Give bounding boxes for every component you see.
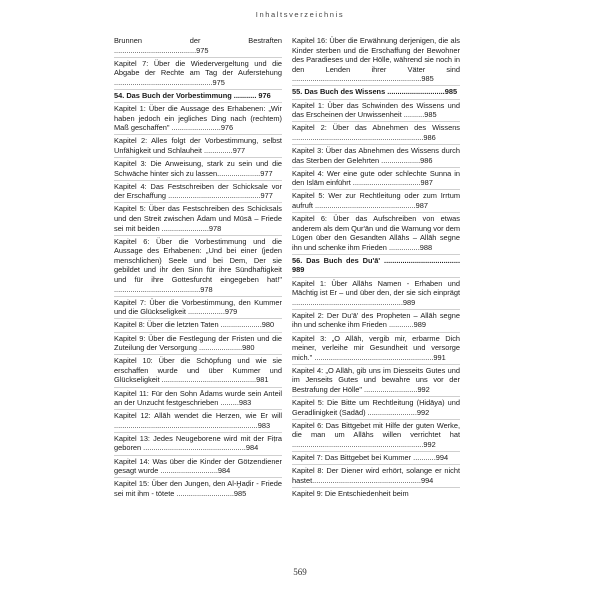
toc-entry: Kapitel 4: „O Allāh, gib uns im Diesseits Gutes und im Jenseits Gutes und bewahre uns vor der Bestrafung der Hölle" ..........................992 bbox=[292, 365, 460, 397]
toc-entry: Kapitel 14: Was über die Kinder der Götzendiener gesagt wurde ............................984 bbox=[114, 456, 282, 479]
toc-entry: Kapitel 6: Über das Aufschreiben von etwas anderem als dem Qur'ān und die Warnung vor dem Lügen über den Gesandten Allāhs – Allāh segne ihn und schenke ihm Frieden ...............988 bbox=[292, 213, 460, 255]
toc-entry: Kapitel 4: Das Festschreiben der Schicksale vor der Erschaffung .............................................977 bbox=[114, 181, 282, 204]
toc-entry: Kapitel 15: Über den Jungen, den Al-Ḫaḍir - Friede sei mit ihm - tötete ............................985 bbox=[114, 479, 282, 498]
toc-entry: Kapitel 9: Über die Festlegung der Fristen und die Zuteilung der Versorgung .....................980 bbox=[114, 333, 282, 356]
toc-entry: Kapitel 6: Das Bittgebet mit Hilfe der guten Werke, die man um Allāhs willen verrichtet hat ................................................................992 bbox=[292, 420, 460, 452]
toc-column-left bbox=[114, 35, 282, 500]
toc-entry: Kapitel 13: Jedes Neugeborene wird mit der Fiṭra geboren ..................................................984 bbox=[114, 433, 282, 456]
toc-entry: Kapitel 16: Über die Erwähnung derjenigen, die als Kinder sterben und die Erschaffung der Bewohner des Paradieses und der Hölle, während sie noch in den Lenden ihrer Väter sind ...............................................................985 bbox=[292, 35, 460, 86]
toc-section-heading: 56. Das Buch des Du'ā' ..................................... 989 bbox=[292, 255, 460, 278]
toc-column-right bbox=[292, 35, 460, 500]
running-header: Inhaltsverzeichnis bbox=[255, 10, 345, 19]
toc-entry: Kapitel 8: Über die letzten Taten ....................980 bbox=[114, 319, 282, 332]
toc-entry: Kapitel 12: Allāh wendet die Herzen, wie Er will ......................................................................983 bbox=[114, 410, 282, 433]
toc-entry: Kapitel 2: Der Du'ā' des Propheten – Allāh segne ihn und schenke ihm Frieden ............989 bbox=[292, 310, 460, 333]
toc-entry: Kapitel 1: Über Allāhs Namen - Erhaben und Mächtig ist Er – und über den, der sie sich einprägt ......................................................989 bbox=[292, 278, 460, 310]
toc-entry: Brunnen der Bestraften ........................................975 bbox=[114, 35, 282, 58]
toc-entry: Kapitel 2: Über das Abnehmen des Wissens ................................................................986 bbox=[292, 122, 460, 145]
toc-entry: Kapitel 3: Über das Abnehmen des Wissens durch das Sterben der Gelehrten ...................986 bbox=[292, 145, 460, 168]
toc-section-heading: 55. Das Buch des Wissens ............................985 bbox=[292, 86, 460, 99]
toc-entry: Kapitel 2: Alles folgt der Vorbestimmung, selbst Unfähigkeit und Schlauheit ..............977 bbox=[114, 135, 282, 158]
toc-entry: Kapitel 11: Für den Sohn Ādams wurde sein Anteil an der Unzucht festgeschrieben .........983 bbox=[114, 388, 282, 411]
page-number: 569 bbox=[293, 567, 307, 577]
toc-entry: Kapitel 1: Über das Schwinden des Wissens und das Erscheinen der Unwissenheit ..........985 bbox=[292, 100, 460, 123]
toc-entry: Kapitel 6: Über die Vorbestimmung und die Aussage des Erhabenen: „Und bei einer (jeden menschlichen) Seele und bei Dem, Der sie gebildet und ihr den Sinn für ihre Sündhaftigkeit und für ihre Gottesfurcht eingegeben hat!" ..........................................978 bbox=[114, 236, 282, 297]
toc-entry: Kapitel 5: Wer zur Rechtleitung oder zum Irrtum aufruft .................................................987 bbox=[292, 190, 460, 213]
toc-entry: Kapitel 10: Über die Schöpfung und wie sie erschaffen wurde und über Kummer und Glückseligkeit ..............................................981 bbox=[114, 355, 282, 387]
toc-entry: Kapitel 3: „O Allāh, vergib mir, erbarme Dich meiner, verleihe mir Gesundheit und versorge mich." ..........................................................991 bbox=[292, 333, 460, 365]
toc-entry: Kapitel 5: Die Bitte um Rechtleitung (Hidāya) und Geradlinigkeit (Sadād) ........................992 bbox=[292, 397, 460, 420]
toc-entry: Kapitel 9: Die Entschiedenheit beim bbox=[292, 488, 409, 498]
toc-entry: Kapitel 4: Wer eine gute oder schlechte Sunna in den Islām einführt .................................987 bbox=[292, 168, 460, 191]
toc-entry: Kapitel 7: Über die Vorbestimmung, den Kummer und die Glückseligkeit ..................979 bbox=[114, 297, 282, 320]
toc-section-heading: 54. Das Buch der Vorbestimmung ........... 976 bbox=[114, 90, 282, 103]
toc-entry: Kapitel 1: Über die Aussage des Erhabenen: „Wir haben jedoch ein jegliches Ding nach (rechtem) Maß geschaffen" ........................976 bbox=[114, 103, 282, 135]
toc-entry: Kapitel 7: Das Bittgebet bei Kummer ...........994 bbox=[292, 452, 460, 465]
toc-entry: Kapitel 3: Die Anweisung, stark zu sein und die Schwäche hinter sich zu lassen.....................977 bbox=[114, 158, 282, 181]
toc-entry: Kapitel 5: Über das Festschreiben des Schicksals und den Streit zwischen Ādam und Mūsā – Friede sei mit beiden .......................978 bbox=[114, 203, 282, 235]
toc-entry: Kapitel 7: Über die Wiedervergeltung und die Abgabe der Rechte am Tag der Auferstehung ................................................975 bbox=[114, 58, 282, 90]
toc-entry: Kapitel 8: Der Diener wird erhört, solange er nicht hastet.....................................................994 bbox=[292, 465, 460, 488]
